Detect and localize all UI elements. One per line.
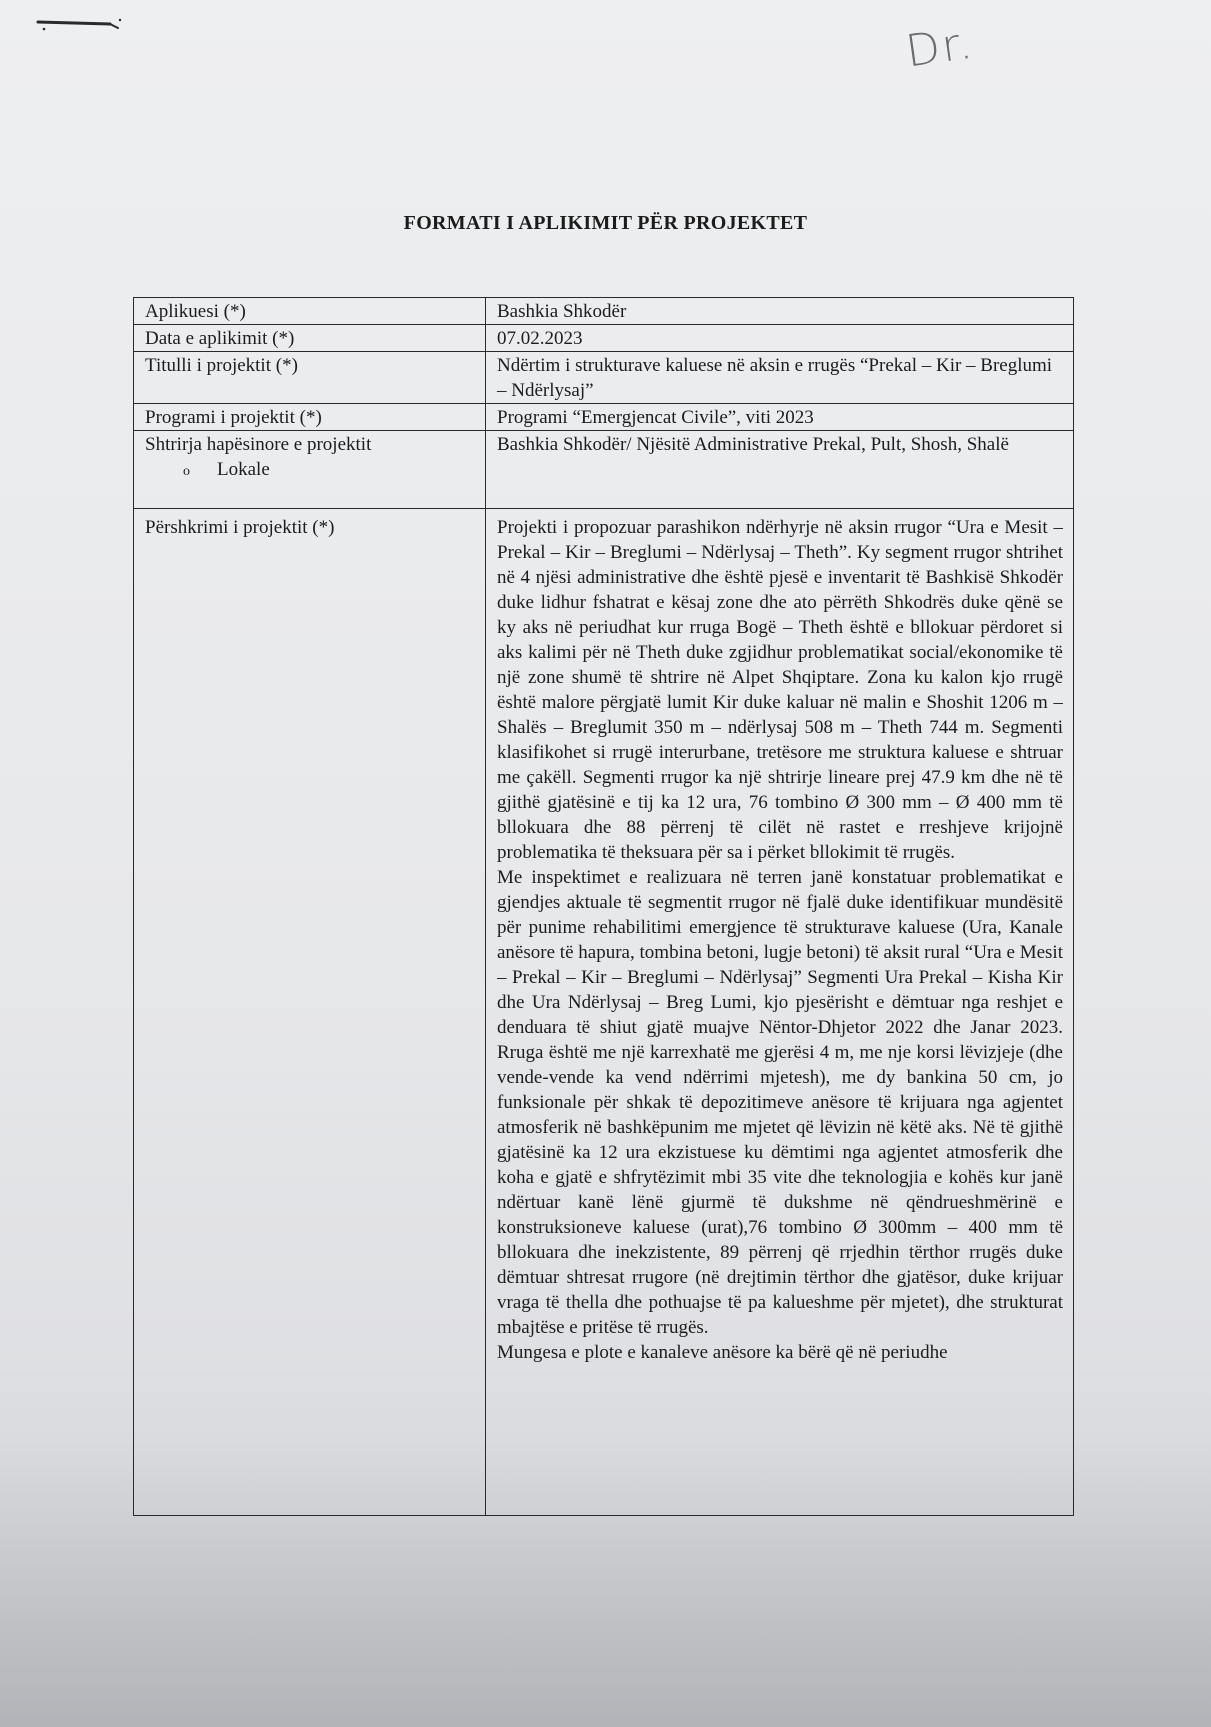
description-label: Përshkrimi i projektit (*) <box>134 509 486 1516</box>
date-label: Data e aplikimit (*) <box>134 325 486 352</box>
project-title-label: Titulli i projektit (*) <box>134 352 486 404</box>
handwritten-initials: Dr. <box>902 17 978 78</box>
table-row <box>134 431 1074 509</box>
scope-value: Bashkia Shkodër/ Njësitë Administrative Prekal, Pult, Shosh, Shalë <box>486 431 1074 509</box>
table-row <box>134 404 1074 431</box>
description-paragraph-1: Projekti i propozuar parashikon ndërhyrje në aksin rrugor “Ura e Mesit – Prekal – Kir – Breglumi – Ndërlysaj – Theth”. Ky segment rrugor shtrihet në 4 njësi administrative dhe është pjesë e inventarit të Bashkisë Shkodër duke lidhur fshatrat e kësaj zone dhe ato përrëth Shkodrës duke qënë se ky aks në periudhat kur rruga Bogë – Theth është e bllokuar përdoret si aks kalimi për në Theth duke zgjidhur problematikat social/ekonomike të një zone shumë të shtrire në Alpet Shqiptare. Zona ku kalon kjo rrugë është malore përgjatë lumit Kir duke kaluar në malin e Shoshit 1206 m – Shalës – Breglumit 350 m – ndërlysaj 508 m – Theth 744 m. Segmenti klasifikohet si rrugë interurbane, tretësore me struktura kaluese e shtruar me çakëll. Segmenti rrugor ka një shtrirje lineare prej 47.9 km dhe në të gjithë gjatësinë e tij ka 12 ura, 76 tombino Ø 300 mm – Ø 400 mm të bllokuara dhe 88 përrenj të cilët në rastet e rreshjeve krijojnë problematika të theksuara për sa i përket bllokimit të rrugës. <box>497 517 1063 863</box>
description-paragraph-3: Mungesa e plote e kanaleve anësore ka bërë që në periudhe <box>497 1342 948 1363</box>
document-title: FORMATI I APLIKIMIT PËR PROJEKTET <box>403 212 808 234</box>
table-row <box>134 352 1074 404</box>
description-cell <box>486 509 1074 1516</box>
description-paragraph-2: Me inspektimet e realizuara në terren janë konstatuar problematikat e gjendjes aktuale të segmentit rrugor në fjalë duke identifikuar mundësitë për punime rehabilitimi emergjence të strukturave kaluese (Ura, Kanale anësore të hapura, tombina betoni, lugje betoni) të aksit rural “Ura e Mesit – Prekal – Kir – Breglumi – Ndërlysaj” Segmenti Ura Prekal – Kisha Kir dhe Ura Ndërlysaj – Breg Lumi, kjo pjesërisht e dëmtuar nga reshjet e denduara të shiut gjatë muajve Nëntor-Dhjetor 2022 dhe Janar 2023. Rruga është me një karrexhatë me gjerësi 4 m, me nje korsi lëvizjeje (dhe vende-vende ka vend ndërrimi mjetesh), me dy bankina 50 cm, jo funksionale për shkak të depozitimeve anësore të krijuara nga agjentet atmosferik në bashkëpunim me mjetet që lëvizin në këtë aks. Në të gjithë gjatësinë ka 12 ura ekzistuese ku dëmtimi nga agjentet atmosferik dhe koha e gjatë e shfrytëzimit mbi 35 vite dhe teknologjia e kohës kur janë ndërtuar kanë lënë gjurmë të dukshme në qëndrueshmërinë e konstruksioneve kaluese (urat),76 tombino Ø 300mm – 400 mm të bllokuara dhe inekzistente, 89 përrenj që rrjedhin tërthor rrugës duke dëmtuar shtresat rrugore (në drejtimin tërthor dhe gjatësor, duke krijuar vraga të thella dhe pothuajse të pa kalueshme për mjetet), dhe strukturat mbajtëse e pritëse të rrugës. <box>497 867 1063 1338</box>
pen-mark-icon <box>36 16 122 32</box>
applicant-label: Aplikuesi (*) <box>134 298 486 325</box>
program-value: Programi “Emergjencat Civile”, viti 2023 <box>486 404 1074 431</box>
scope-option-label: Lokale <box>217 459 270 480</box>
program-label: Programi i projektit (*) <box>134 404 486 431</box>
scope-label: Shtrirja hapësinore e projektit <box>145 434 372 455</box>
application-form-table <box>133 297 1074 1516</box>
table-row <box>134 325 1074 352</box>
table-row <box>134 509 1074 1516</box>
date-value: 07.02.2023 <box>486 325 1074 352</box>
circle-bullet-icon: o <box>183 464 190 479</box>
description-body <box>497 515 1063 1515</box>
table-row <box>134 298 1074 325</box>
project-title-value: Ndërtim i strukturave kaluese në aksin e rrugës “Prekal – Kir – Breglumi – Ndërlysaj” <box>486 352 1074 404</box>
scope-option <box>145 457 475 484</box>
applicant-value: Bashkia Shkodër <box>486 298 1074 325</box>
scope-label-cell <box>134 431 486 509</box>
